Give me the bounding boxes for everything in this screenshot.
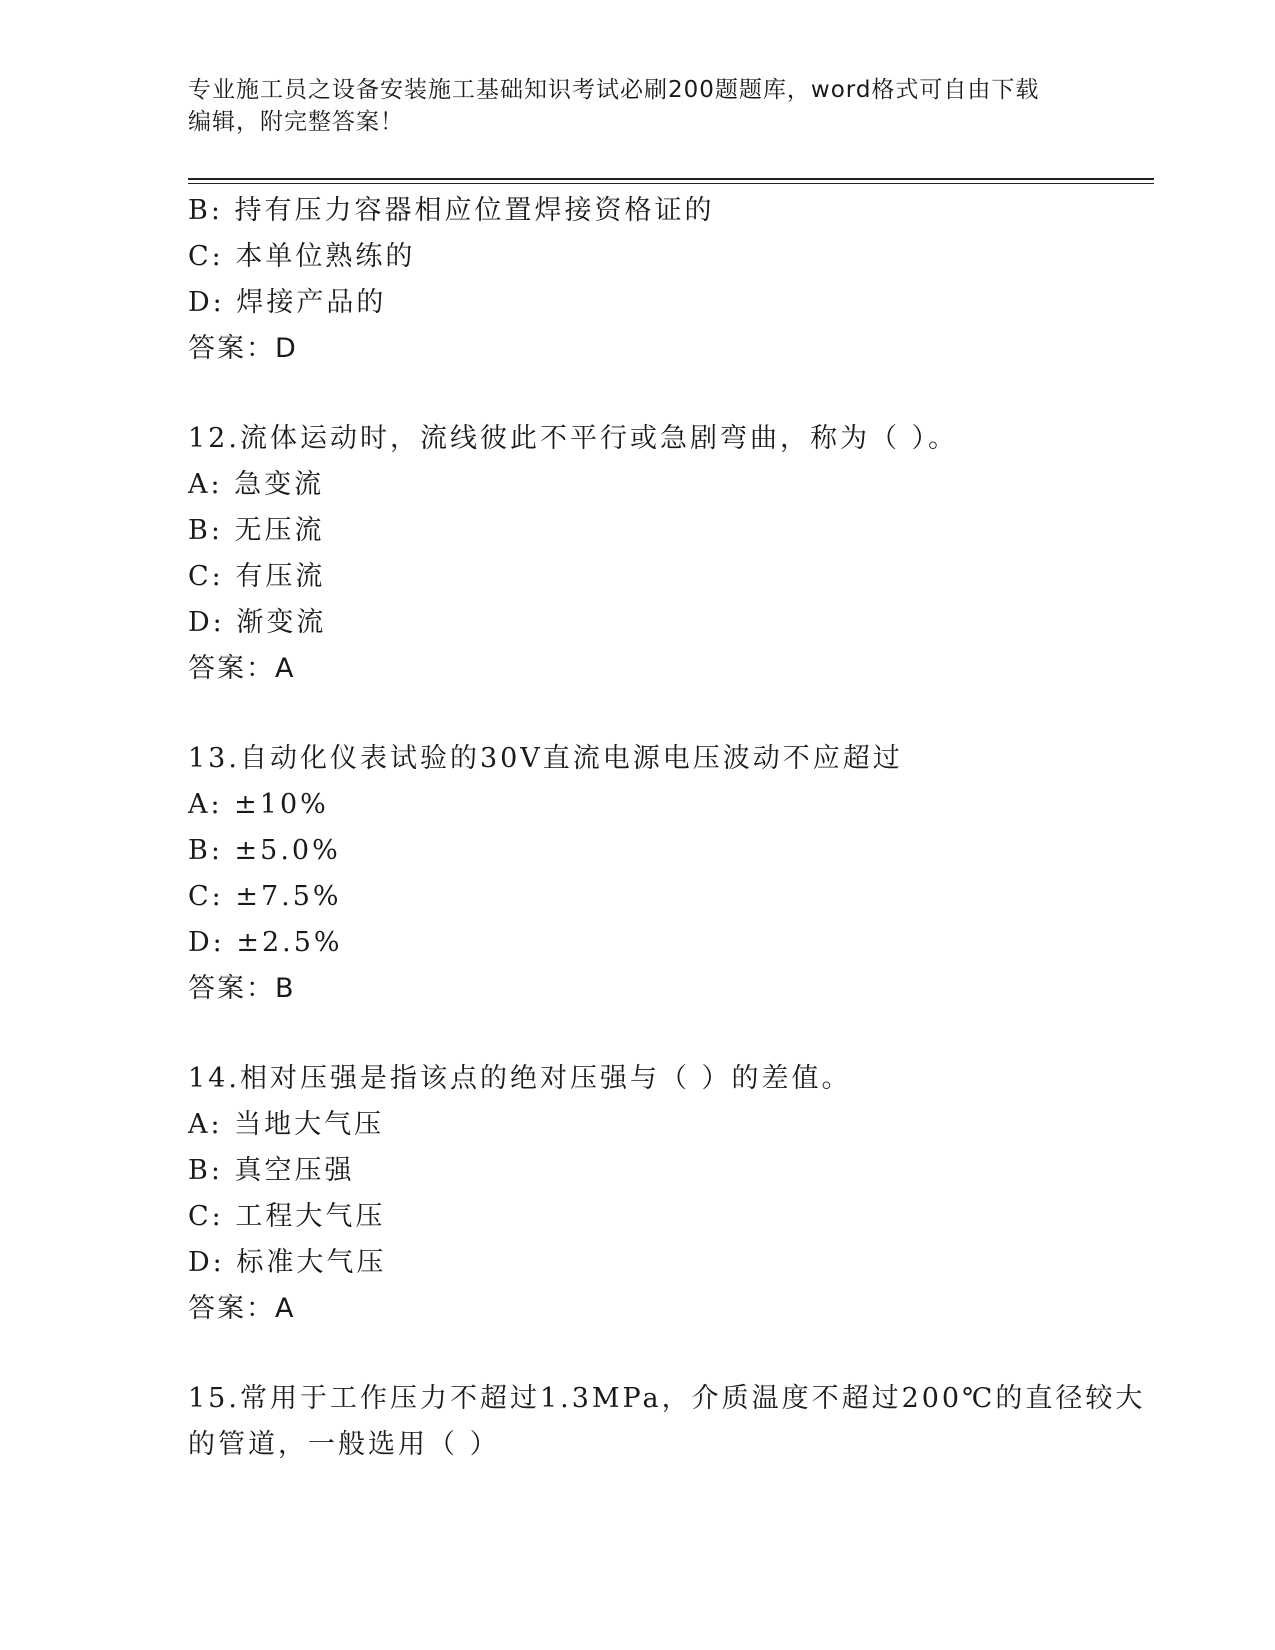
q13-answer: 答案：B	[188, 973, 296, 1004]
q14-option-b: B: 真空压强	[188, 1155, 355, 1186]
q12-option-a: A: 急变流	[188, 469, 325, 500]
q12-option-b: B: 无压流	[188, 515, 325, 546]
q14-question: 14.相对压强是指该点的绝对压强与（ ）的差值。	[188, 1063, 852, 1094]
q14-option-a: A: 当地大气压	[188, 1109, 385, 1140]
q13-option-d: D: ±2.5%	[188, 927, 343, 958]
spacer	[188, 692, 1088, 736]
question-block-12	[188, 416, 1088, 692]
q11-option-b: B: 持有压力容器相应位置焊接资格证的	[188, 195, 715, 226]
q12-question: 12.流体运动时，流线彼此不平行或急剧弯曲，称为（ ）。	[188, 423, 959, 454]
question-block-15	[188, 1376, 1146, 1468]
spacer	[188, 372, 1088, 416]
q11-answer: 答案：D	[188, 333, 298, 364]
header-divider-thin	[188, 183, 1154, 184]
q12-answer: 答案：A	[188, 653, 296, 684]
q11-option-c: C: 本单位熟练的	[188, 241, 416, 272]
q13-option-c: C: ±7.5%	[188, 881, 342, 912]
q14-option-d: D: 标准大气压	[188, 1247, 387, 1278]
header-line-1: 专业施工员之设备安装施工基础知识考试必刷200题题库，word格式可自由下载	[188, 77, 1040, 103]
q14-answer: 答案：A	[188, 1293, 296, 1324]
spacer	[188, 1332, 1088, 1376]
question-block-14	[188, 1056, 1088, 1332]
q15-question-line-1: 15.常用于工作压力不超过1.3MPa，介质温度不超过200℃的直径较大	[188, 1383, 1146, 1414]
q14-option-c: C: 工程大气压	[188, 1201, 386, 1232]
q13-option-b: B: ±5.0%	[188, 835, 341, 866]
q13-option-a: A: ±10%	[188, 789, 329, 820]
question-block-11	[188, 188, 1088, 372]
question-list	[188, 188, 1146, 1468]
q12-option-d: D: 渐变流	[188, 607, 327, 638]
spacer	[188, 1012, 1088, 1056]
q15-question-line-2: 的管道，一般选用（ ）	[188, 1429, 500, 1460]
question-block-13	[188, 736, 1088, 1012]
q13-question: 13.自动化仪表试验的30V直流电源电压波动不应超过	[188, 743, 903, 774]
header-divider-thick	[188, 178, 1154, 180]
header-note	[188, 74, 1068, 138]
q12-option-c: C: 有压流	[188, 561, 326, 592]
q11-option-d: D: 焊接产品的	[188, 287, 387, 318]
header-line-2: 编辑，附完整答案！	[188, 109, 404, 135]
